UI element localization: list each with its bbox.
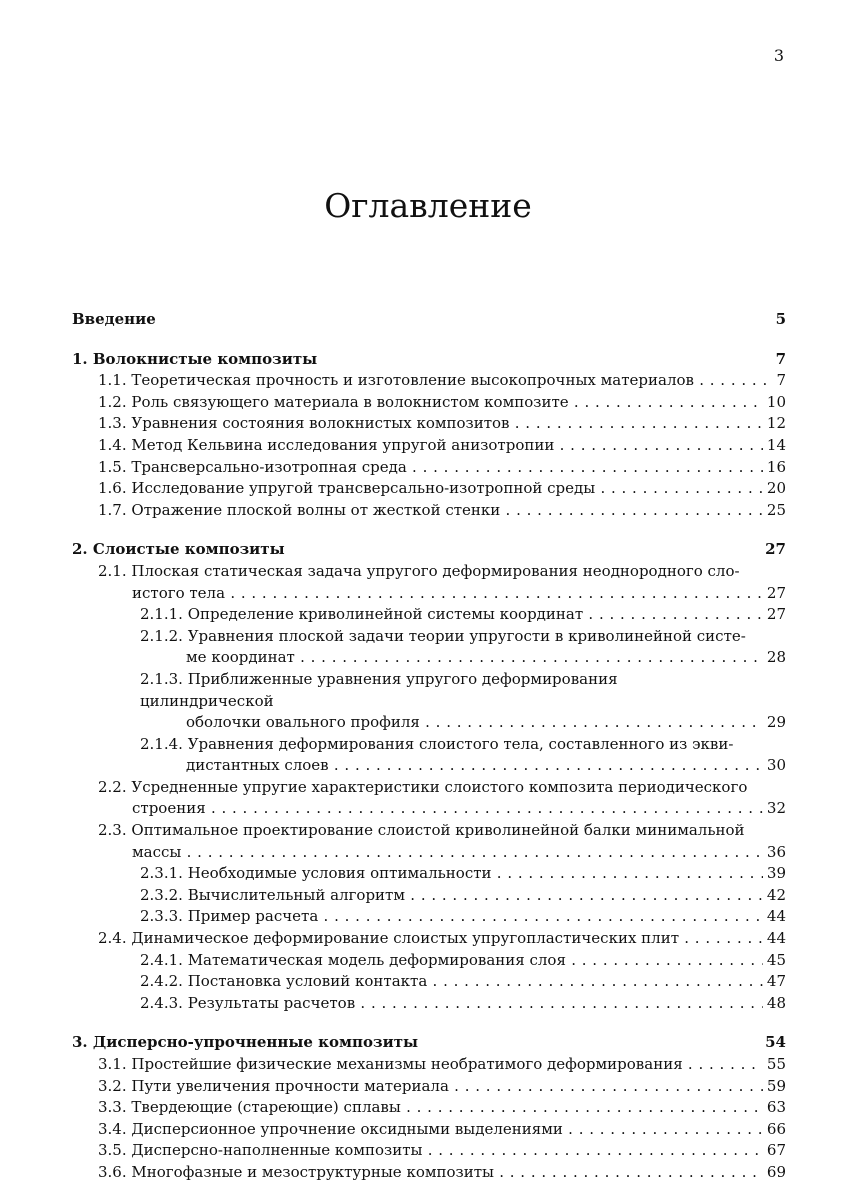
toc-entry-page: 5 xyxy=(772,309,786,331)
toc-section-2-2[interactable] xyxy=(72,777,786,820)
toc-entry-page: 27 xyxy=(763,604,786,626)
toc-entry-label: 2.4.3. Результаты расчетов . . . xyxy=(140,994,786,1012)
toc-entry-page: 10 xyxy=(763,392,786,414)
toc-entry-label: 3.2. Пути увеличения прочности материала . . . xyxy=(98,1077,786,1095)
toc-entry-label-cont: дистантных слоев . . . xyxy=(186,756,786,774)
toc-entry-page: 16 xyxy=(763,457,786,479)
toc-entry-page: 39 xyxy=(763,863,786,885)
table-of-contents xyxy=(72,309,786,1184)
toc-entry-page: 69 xyxy=(763,1162,786,1184)
toc-section-1-4[interactable] xyxy=(72,435,786,457)
toc-section-2-1[interactable] xyxy=(72,561,786,604)
toc-entry-label: 1.1. Теоретическая прочность и изготовление высокопрочных материалов . . . xyxy=(98,371,786,389)
toc-entry-label: 2.3.3. Пример расчета . . . xyxy=(140,907,786,925)
toc-entry-label: 1.3. Уравнения состояния волокнистых композитов . . . xyxy=(98,414,786,432)
toc-entry-label: 3.3. Твердеющие (стареющие) сплавы . . . xyxy=(98,1098,786,1116)
toc-chapter-label: 3. Дисперсно-упрочненные композиты xyxy=(72,1033,419,1052)
toc-entry-page: 48 xyxy=(763,993,786,1015)
toc-entry-page: 54 xyxy=(761,1032,786,1054)
toc-section-2-4[interactable] xyxy=(72,928,786,950)
toc-section-2-3-3[interactable] xyxy=(72,906,786,928)
toc-section-2-3-1[interactable] xyxy=(72,863,786,885)
toc-entry-label: 2.1.3. Приближенные уравнения упругого деформирования цилиндрической xyxy=(140,669,618,710)
toc-entry-label: 1.2. Роль связующего материала в волокнистом композите . . . xyxy=(98,393,786,411)
toc-section-2-4-3[interactable] xyxy=(72,993,786,1015)
toc-section-1-6[interactable] xyxy=(72,478,786,500)
toc-section-3-5[interactable] xyxy=(72,1140,786,1162)
toc-entry-label: 1.6. Исследование упругой трансверсально-изотропной среды . . . xyxy=(98,479,786,497)
toc-chapter-1[interactable] xyxy=(72,349,786,371)
toc-entry-label: 3.5. Дисперсно-наполненные композиты . . . xyxy=(98,1141,786,1159)
toc-section-3-3[interactable] xyxy=(72,1097,786,1119)
toc-entry-intro[interactable] xyxy=(72,309,786,331)
toc-entry-label-cont: оболочки овального профиля . . . xyxy=(186,713,786,731)
toc-chapter-label: 2. Слоистые композиты xyxy=(72,540,285,559)
toc-entry-label: 3.6. Многофазные и мезоструктурные композиты . . . xyxy=(98,1163,786,1181)
toc-entry-label: 2.1. Плоская статическая задача упругого деформирования неоднородного сло- xyxy=(98,561,740,580)
toc-entry-label-cont: истого тела . . . xyxy=(132,584,786,602)
toc-section-3-6[interactable] xyxy=(72,1162,786,1184)
toc-entry-page: 67 xyxy=(763,1140,786,1162)
toc-entry-label: 2.3.2. Вычислительный алгоритм . . . xyxy=(140,886,786,904)
toc-section-1-5[interactable] xyxy=(72,457,786,479)
toc-section-2-1-3[interactable] xyxy=(72,669,786,734)
toc-entry-page: 66 xyxy=(763,1119,786,1141)
toc-entry-label: 2.2. Усредненные упругие характеристики слоистого композита периодического xyxy=(98,777,748,796)
toc-entry-label: 3.4. Дисперсионное упрочнение оксидными выделениями . . . xyxy=(98,1120,786,1138)
toc-section-1-7[interactable] xyxy=(72,500,786,522)
toc-entry-label: 2.3. Оптимальное проектирование слоистой криволинейной балки минимальной xyxy=(98,821,745,840)
toc-section-2-1-1[interactable] xyxy=(72,604,786,626)
toc-section-2-4-1[interactable] xyxy=(72,950,786,972)
toc-entry-label: 2.4.1. Математическая модель деформирования слоя . . . xyxy=(140,951,786,969)
toc-entry-page: 12 xyxy=(763,413,786,435)
toc-entry-label: Введение xyxy=(72,310,156,328)
toc-section-3-1[interactable] xyxy=(72,1054,786,1076)
toc-entry-page: 42 xyxy=(763,885,786,907)
toc-section-1-3[interactable] xyxy=(72,413,786,435)
toc-section-3-4[interactable] xyxy=(72,1119,786,1141)
toc-entry-label: 1.5. Трансверсально-изотропная среда . . . xyxy=(98,458,786,476)
toc-entry-page: 32 xyxy=(763,798,786,820)
toc-section-1-1[interactable] xyxy=(72,370,786,392)
toc-entry-page: 36 xyxy=(763,842,786,864)
toc-entry-page: 27 xyxy=(761,539,786,561)
toc-entry-label: 2.1.2. Уравнения плоской задачи теории упругости в криволинейной систе- xyxy=(140,626,746,645)
toc-entry-label: 2.1.1. Определение криволинейной системы координат . . . xyxy=(140,605,786,623)
toc-entry-page: 7 xyxy=(772,370,786,392)
toc-section-2-4-2[interactable] xyxy=(72,971,786,993)
toc-entry-label: 3.1. Простейшие физические механизмы необратимого деформирования . . . xyxy=(98,1055,786,1073)
toc-section-2-3[interactable] xyxy=(72,820,786,863)
toc-entry-label: 1.7. Отражение плоской волны от жесткой стенки . . . xyxy=(98,501,786,519)
toc-entry-label: 2.1.4. Уравнения деформирования слоистого тела, составленного из экви- xyxy=(140,734,734,753)
page-number: 3 xyxy=(773,46,784,65)
toc-entry-label: 1.4. Метод Кельвина исследования упругой анизотропии . . . xyxy=(98,436,786,454)
toc-section-2-1-4[interactable] xyxy=(72,734,786,777)
toc-chapter-3[interactable] xyxy=(72,1032,786,1054)
toc-section-2-1-2[interactable] xyxy=(72,626,786,669)
toc-entry-label: 2.3.1. Необходимые условия оптимальности . . . xyxy=(140,864,786,882)
toc-entry-page: 27 xyxy=(763,583,786,605)
toc-entry-label: 2.4.2. Постановка условий контакта . . . xyxy=(140,972,786,990)
toc-entry-page: 30 xyxy=(763,755,786,777)
toc-entry-page: 63 xyxy=(763,1097,786,1119)
toc-entry-page: 47 xyxy=(763,971,786,993)
toc-entry-page: 45 xyxy=(763,950,786,972)
toc-entry-page: 44 xyxy=(763,928,786,950)
toc-section-2-3-2[interactable] xyxy=(72,885,786,907)
toc-section-3-2[interactable] xyxy=(72,1076,786,1098)
toc-entry-label: 2.4. Динамическое деформирование слоистых упругопластических плит . . . xyxy=(98,929,786,947)
toc-entry-page: 55 xyxy=(763,1054,786,1076)
toc-section-1-2[interactable] xyxy=(72,392,786,414)
page-title: Оглавление xyxy=(324,186,532,225)
toc-entry-page: 20 xyxy=(763,478,786,500)
toc-entry-label-cont: массы . . . xyxy=(132,843,786,861)
toc-entry-page: 7 xyxy=(772,349,786,371)
toc-entry-page: 14 xyxy=(763,435,786,457)
toc-entry-page: 29 xyxy=(763,712,786,734)
toc-chapter-label: 1. Волокнистые композиты xyxy=(72,349,318,368)
toc-chapter-2[interactable] xyxy=(72,539,786,561)
toc-entry-page: 25 xyxy=(763,500,786,522)
toc-entry-page: 28 xyxy=(763,647,786,669)
toc-entry-page: 44 xyxy=(763,906,786,928)
toc-entry-page: 59 xyxy=(763,1076,786,1098)
toc-entry-label-cont: ме координат . . . xyxy=(186,648,786,666)
toc-entry-label-cont: строения . . . xyxy=(132,799,786,817)
